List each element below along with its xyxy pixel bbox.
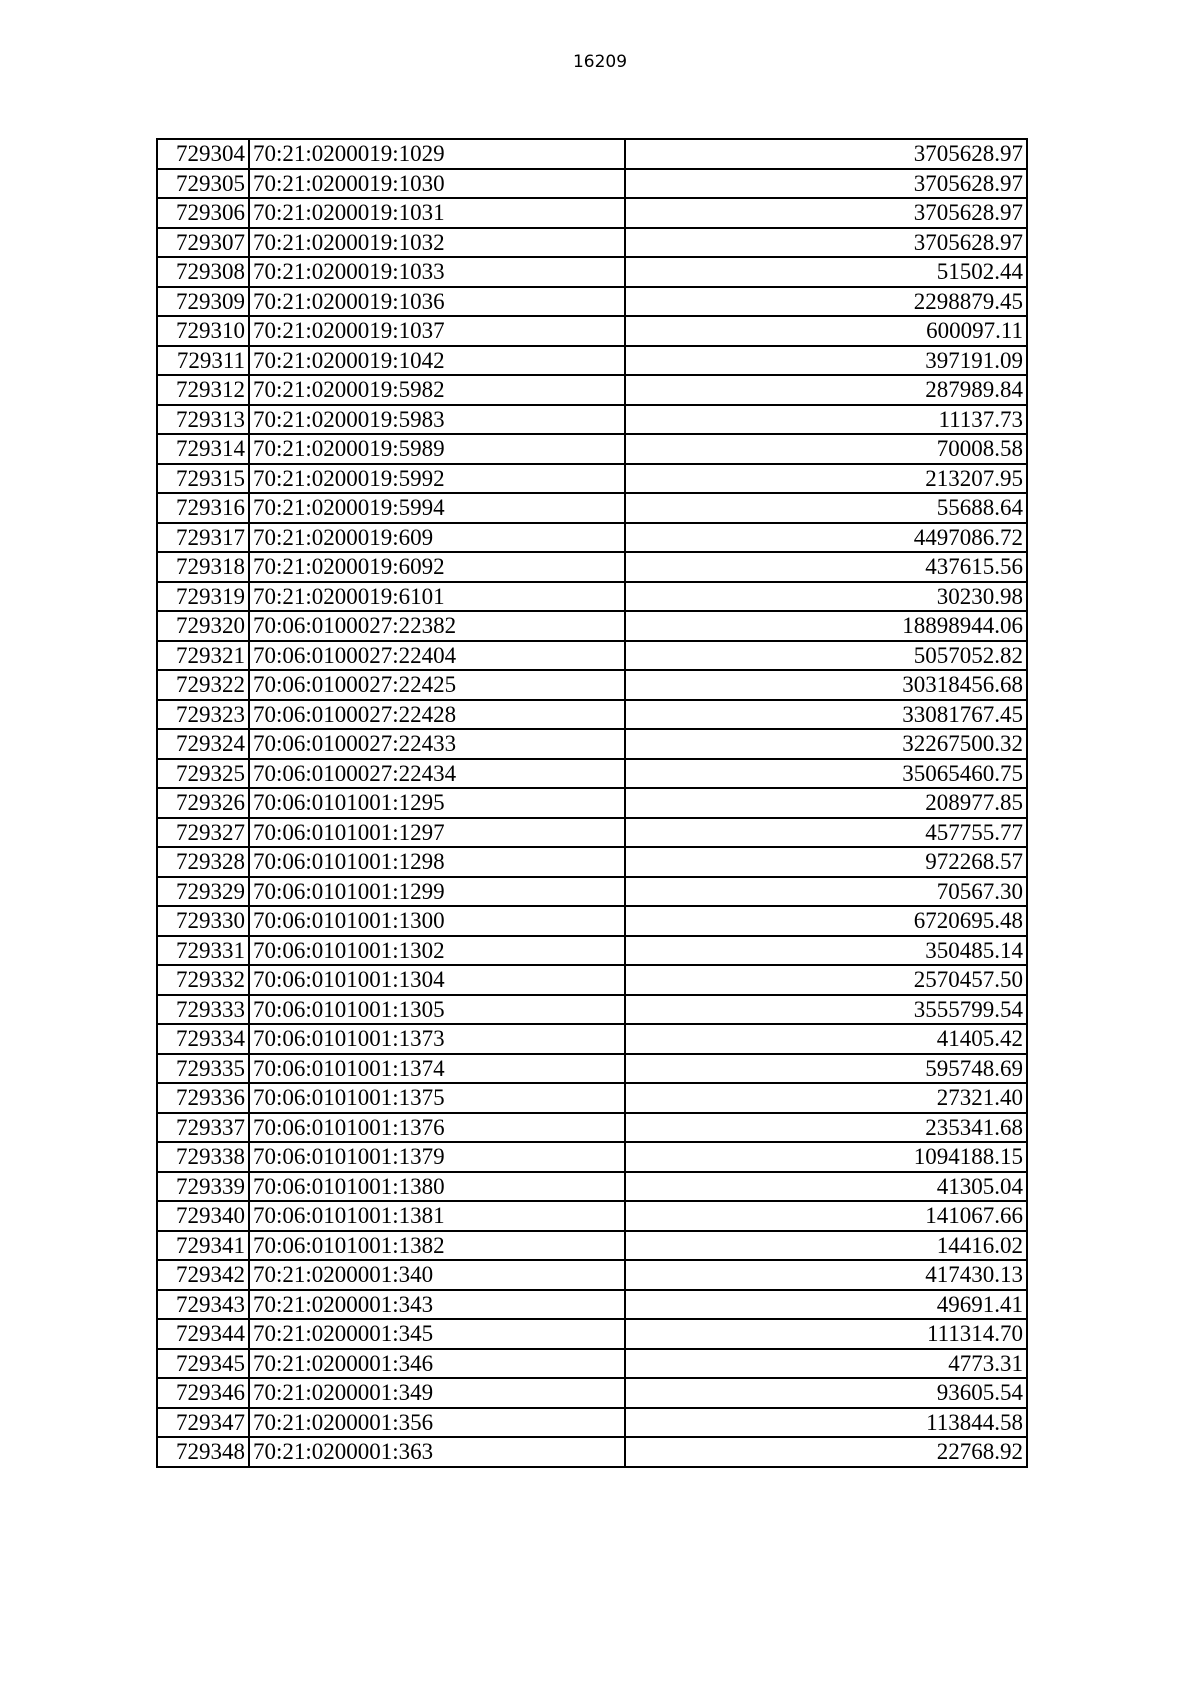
value-cell: 600097.11 bbox=[625, 316, 1027, 346]
table-row bbox=[157, 1378, 1027, 1408]
value-cell: 41405.42 bbox=[625, 1024, 1027, 1054]
row-number-cell: 729327 bbox=[157, 818, 249, 848]
table-row bbox=[157, 434, 1027, 464]
cadastral-number-cell: 70:06:0100027:22404 bbox=[249, 641, 625, 671]
value-cell: 93605.54 bbox=[625, 1378, 1027, 1408]
value-cell: 27321.40 bbox=[625, 1083, 1027, 1113]
row-number-cell: 729328 bbox=[157, 847, 249, 877]
value-cell: 6720695.48 bbox=[625, 906, 1027, 936]
table-row bbox=[157, 493, 1027, 523]
value-cell: 595748.69 bbox=[625, 1054, 1027, 1084]
cadastral-number-cell: 70:21:0200001:349 bbox=[249, 1378, 625, 1408]
row-number-cell: 729316 bbox=[157, 493, 249, 523]
value-cell: 3705628.97 bbox=[625, 139, 1027, 169]
cadastral-number-cell: 70:21:0200019:5983 bbox=[249, 405, 625, 435]
row-number-cell: 729311 bbox=[157, 346, 249, 376]
cadastral-number-cell: 70:21:0200019:1031 bbox=[249, 198, 625, 228]
table-row bbox=[157, 1113, 1027, 1143]
table-row bbox=[157, 1349, 1027, 1379]
table-row bbox=[157, 582, 1027, 612]
value-cell: 1094188.15 bbox=[625, 1142, 1027, 1172]
row-number-cell: 729336 bbox=[157, 1083, 249, 1113]
cadastral-number-cell: 70:21:0200019:1032 bbox=[249, 228, 625, 258]
cadastral-number-cell: 70:06:0101001:1381 bbox=[249, 1201, 625, 1231]
table-row bbox=[157, 1024, 1027, 1054]
table-row bbox=[157, 1142, 1027, 1172]
row-number-cell: 729343 bbox=[157, 1290, 249, 1320]
cadastral-number-cell: 70:21:0200019:5989 bbox=[249, 434, 625, 464]
table-row bbox=[157, 936, 1027, 966]
row-number-cell: 729319 bbox=[157, 582, 249, 612]
cadastral-number-cell: 70:21:0200019:1030 bbox=[249, 169, 625, 199]
cadastral-number-cell: 70:06:0101001:1376 bbox=[249, 1113, 625, 1143]
table-row bbox=[157, 1054, 1027, 1084]
row-number-cell: 729347 bbox=[157, 1408, 249, 1438]
value-cell: 2570457.50 bbox=[625, 965, 1027, 995]
cadastral-number-cell: 70:21:0200019:1029 bbox=[249, 139, 625, 169]
row-number-cell: 729323 bbox=[157, 700, 249, 730]
table-row bbox=[157, 287, 1027, 317]
row-number-cell: 729310 bbox=[157, 316, 249, 346]
value-cell: 18898944.06 bbox=[625, 611, 1027, 641]
table-row bbox=[157, 1201, 1027, 1231]
row-number-cell: 729309 bbox=[157, 287, 249, 317]
row-number-cell: 729333 bbox=[157, 995, 249, 1025]
row-number-cell: 729340 bbox=[157, 1201, 249, 1231]
cadastral-number-cell: 70:21:0200001:363 bbox=[249, 1437, 625, 1467]
cadastral-number-cell: 70:21:0200001:346 bbox=[249, 1349, 625, 1379]
cadastral-number-cell: 70:06:0101001:1375 bbox=[249, 1083, 625, 1113]
table-row bbox=[157, 700, 1027, 730]
row-number-cell: 729322 bbox=[157, 670, 249, 700]
value-cell: 35065460.75 bbox=[625, 759, 1027, 789]
table-row bbox=[157, 1083, 1027, 1113]
cadastral-number-cell: 70:21:0200019:1036 bbox=[249, 287, 625, 317]
page-number: 16209 bbox=[572, 52, 628, 72]
row-number-cell: 729331 bbox=[157, 936, 249, 966]
value-cell: 3705628.97 bbox=[625, 228, 1027, 258]
cadastral-number-cell: 70:21:0200001:343 bbox=[249, 1290, 625, 1320]
table-row bbox=[157, 139, 1027, 169]
row-number-cell: 729330 bbox=[157, 906, 249, 936]
table-row bbox=[157, 228, 1027, 258]
row-number-cell: 729312 bbox=[157, 375, 249, 405]
row-number-cell: 729317 bbox=[157, 523, 249, 553]
value-cell: 70008.58 bbox=[625, 434, 1027, 464]
table-row bbox=[157, 257, 1027, 287]
cadastral-number-cell: 70:21:0200019:609 bbox=[249, 523, 625, 553]
row-number-cell: 729348 bbox=[157, 1437, 249, 1467]
value-cell: 11137.73 bbox=[625, 405, 1027, 435]
cadastral-number-cell: 70:06:0101001:1380 bbox=[249, 1172, 625, 1202]
row-number-cell: 729334 bbox=[157, 1024, 249, 1054]
table-row bbox=[157, 346, 1027, 376]
value-cell: 141067.66 bbox=[625, 1201, 1027, 1231]
row-number-cell: 729313 bbox=[157, 405, 249, 435]
row-number-cell: 729304 bbox=[157, 139, 249, 169]
row-number-cell: 729342 bbox=[157, 1260, 249, 1290]
cadastral-number-cell: 70:06:0101001:1382 bbox=[249, 1231, 625, 1261]
value-cell: 457755.77 bbox=[625, 818, 1027, 848]
table-row bbox=[157, 1290, 1027, 1320]
value-cell: 397191.09 bbox=[625, 346, 1027, 376]
cadastral-number-cell: 70:06:0100027:22425 bbox=[249, 670, 625, 700]
value-cell: 417430.13 bbox=[625, 1260, 1027, 1290]
value-cell: 33081767.45 bbox=[625, 700, 1027, 730]
table-row bbox=[157, 405, 1027, 435]
table-row bbox=[157, 788, 1027, 818]
row-number-cell: 729326 bbox=[157, 788, 249, 818]
row-number-cell: 729314 bbox=[157, 434, 249, 464]
value-cell: 3705628.97 bbox=[625, 198, 1027, 228]
row-number-cell: 729325 bbox=[157, 759, 249, 789]
cadastral-number-cell: 70:21:0200019:1033 bbox=[249, 257, 625, 287]
cadastral-number-cell: 70:06:0101001:1302 bbox=[249, 936, 625, 966]
table-row bbox=[157, 1231, 1027, 1261]
row-number-cell: 729315 bbox=[157, 464, 249, 494]
value-cell: 972268.57 bbox=[625, 847, 1027, 877]
row-number-cell: 729332 bbox=[157, 965, 249, 995]
table-row bbox=[157, 611, 1027, 641]
cadastral-number-cell: 70:06:0100027:22428 bbox=[249, 700, 625, 730]
table-row bbox=[157, 1408, 1027, 1438]
table-row bbox=[157, 847, 1027, 877]
value-cell: 2298879.45 bbox=[625, 287, 1027, 317]
cadastral-number-cell: 70:06:0100027:22382 bbox=[249, 611, 625, 641]
cadastral-number-cell: 70:21:0200019:1042 bbox=[249, 346, 625, 376]
row-number-cell: 729338 bbox=[157, 1142, 249, 1172]
value-cell: 51502.44 bbox=[625, 257, 1027, 287]
cadastral-number-cell: 70:06:0101001:1300 bbox=[249, 906, 625, 936]
table-row bbox=[157, 552, 1027, 582]
value-cell: 3705628.97 bbox=[625, 169, 1027, 199]
cadastral-number-cell: 70:06:0101001:1295 bbox=[249, 788, 625, 818]
cadastral-number-cell: 70:06:0100027:22433 bbox=[249, 729, 625, 759]
cadastral-number-cell: 70:06:0101001:1374 bbox=[249, 1054, 625, 1084]
value-cell: 208977.85 bbox=[625, 788, 1027, 818]
row-number-cell: 729308 bbox=[157, 257, 249, 287]
cadastral-number-cell: 70:21:0200001:356 bbox=[249, 1408, 625, 1438]
cadastral-number-cell: 70:21:0200019:5994 bbox=[249, 493, 625, 523]
table-row bbox=[157, 641, 1027, 671]
cadastral-number-cell: 70:21:0200001:345 bbox=[249, 1319, 625, 1349]
table-row bbox=[157, 995, 1027, 1025]
row-number-cell: 729337 bbox=[157, 1113, 249, 1143]
row-number-cell: 729335 bbox=[157, 1054, 249, 1084]
row-number-cell: 729339 bbox=[157, 1172, 249, 1202]
cadastral-number-cell: 70:06:0101001:1379 bbox=[249, 1142, 625, 1172]
value-cell: 4773.31 bbox=[625, 1349, 1027, 1379]
table-row bbox=[157, 906, 1027, 936]
table-row bbox=[157, 729, 1027, 759]
value-cell: 14416.02 bbox=[625, 1231, 1027, 1261]
table-row bbox=[157, 198, 1027, 228]
value-cell: 5057052.82 bbox=[625, 641, 1027, 671]
table-row bbox=[157, 1437, 1027, 1467]
cadastral-value-table bbox=[156, 138, 1028, 1468]
table-row bbox=[157, 670, 1027, 700]
table-row bbox=[157, 1172, 1027, 1202]
cadastral-number-cell: 70:06:0101001:1299 bbox=[249, 877, 625, 907]
table-row bbox=[157, 1319, 1027, 1349]
table-row bbox=[157, 818, 1027, 848]
value-cell: 437615.56 bbox=[625, 552, 1027, 582]
row-number-cell: 729318 bbox=[157, 552, 249, 582]
table-row bbox=[157, 316, 1027, 346]
cadastral-number-cell: 70:21:0200019:5982 bbox=[249, 375, 625, 405]
cadastral-number-cell: 70:06:0100027:22434 bbox=[249, 759, 625, 789]
row-number-cell: 729341 bbox=[157, 1231, 249, 1261]
value-cell: 235341.68 bbox=[625, 1113, 1027, 1143]
row-number-cell: 729305 bbox=[157, 169, 249, 199]
row-number-cell: 729329 bbox=[157, 877, 249, 907]
cadastral-number-cell: 70:21:0200019:6092 bbox=[249, 552, 625, 582]
value-cell: 350485.14 bbox=[625, 936, 1027, 966]
row-number-cell: 729324 bbox=[157, 729, 249, 759]
table-row bbox=[157, 169, 1027, 199]
row-number-cell: 729320 bbox=[157, 611, 249, 641]
value-cell: 213207.95 bbox=[625, 464, 1027, 494]
value-cell: 111314.70 bbox=[625, 1319, 1027, 1349]
value-cell: 113844.58 bbox=[625, 1408, 1027, 1438]
cadastral-number-cell: 70:21:0200019:6101 bbox=[249, 582, 625, 612]
value-cell: 70567.30 bbox=[625, 877, 1027, 907]
table-row bbox=[157, 464, 1027, 494]
table-row bbox=[157, 877, 1027, 907]
table-row bbox=[157, 965, 1027, 995]
row-number-cell: 729321 bbox=[157, 641, 249, 671]
value-cell: 30230.98 bbox=[625, 582, 1027, 612]
cadastral-number-cell: 70:21:0200019:5992 bbox=[249, 464, 625, 494]
cadastral-number-cell: 70:21:0200019:1037 bbox=[249, 316, 625, 346]
value-cell: 4497086.72 bbox=[625, 523, 1027, 553]
row-number-cell: 729307 bbox=[157, 228, 249, 258]
cadastral-number-cell: 70:06:0101001:1305 bbox=[249, 995, 625, 1025]
table-row bbox=[157, 1260, 1027, 1290]
value-cell: 3555799.54 bbox=[625, 995, 1027, 1025]
row-number-cell: 729345 bbox=[157, 1349, 249, 1379]
table-row bbox=[157, 759, 1027, 789]
table-row bbox=[157, 523, 1027, 553]
row-number-cell: 729346 bbox=[157, 1378, 249, 1408]
table-body bbox=[157, 139, 1027, 1467]
row-number-cell: 729344 bbox=[157, 1319, 249, 1349]
value-cell: 30318456.68 bbox=[625, 670, 1027, 700]
cadastral-number-cell: 70:06:0101001:1373 bbox=[249, 1024, 625, 1054]
value-cell: 55688.64 bbox=[625, 493, 1027, 523]
table-row bbox=[157, 375, 1027, 405]
value-cell: 41305.04 bbox=[625, 1172, 1027, 1202]
cadastral-number-cell: 70:06:0101001:1304 bbox=[249, 965, 625, 995]
value-cell: 22768.92 bbox=[625, 1437, 1027, 1467]
cadastral-number-cell: 70:06:0101001:1297 bbox=[249, 818, 625, 848]
value-cell: 49691.41 bbox=[625, 1290, 1027, 1320]
cadastral-number-cell: 70:21:0200001:340 bbox=[249, 1260, 625, 1290]
cadastral-number-cell: 70:06:0101001:1298 bbox=[249, 847, 625, 877]
row-number-cell: 729306 bbox=[157, 198, 249, 228]
value-cell: 32267500.32 bbox=[625, 729, 1027, 759]
value-cell: 287989.84 bbox=[625, 375, 1027, 405]
